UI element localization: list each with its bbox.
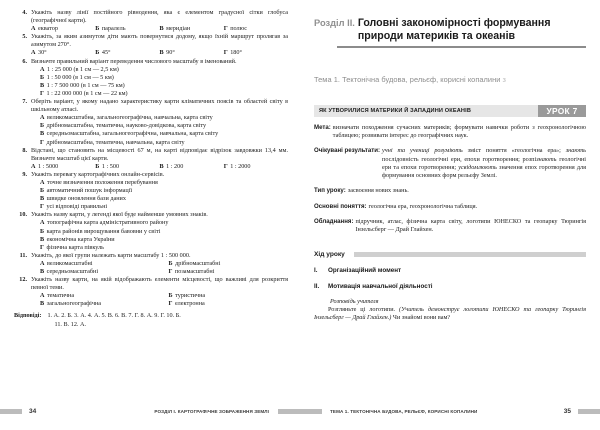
answer-option[interactable] <box>160 49 224 57</box>
option-group <box>31 179 288 211</box>
footer-bar-decoration <box>300 409 322 414</box>
option-text: карта районів вирощування бавовни у світі <box>46 227 161 235</box>
lesson-meta-text: геологічна ера, геохронологічна таблиця. <box>368 202 478 210</box>
option-group <box>31 292 288 308</box>
option-text: 1 : 22 000 000 (в 1 см — 22 км) <box>46 89 128 97</box>
lesson-step <box>314 283 586 290</box>
option-text: дрібномасштабні <box>175 259 221 267</box>
option-group <box>31 219 288 251</box>
lesson-meta-label: Обладнання: <box>314 217 354 225</box>
option-group <box>31 66 288 98</box>
question-text: Оберіть варіант, у якому надано характеристику карти кліматичних поясів та областей світу в шкільному атласі. <box>31 98 288 114</box>
option-group <box>31 25 288 33</box>
lesson-meta-label: Тип уроку: <box>314 187 346 195</box>
question-item <box>14 211 288 251</box>
option-text: середньомасштабні <box>46 268 99 275</box>
question-body <box>31 98 288 147</box>
option-text: туристична <box>175 292 206 300</box>
narration-title: Розповідь учителя <box>330 298 379 306</box>
answer-option[interactable] <box>224 163 288 171</box>
lesson-header-bar <box>314 105 586 118</box>
question-text: Відстані, що становить на місцевості 67 м, на карті відповідає відрізок завдовжки 13,4 мм. Визначте масштаб цієї карти. <box>31 146 288 162</box>
question-text: Укажіть, до якої групи належать карти масштабу 1 : 500 000. <box>31 251 191 259</box>
option-letter: Г <box>223 49 228 57</box>
question-text: Укажіть назву карти, на якій відображають елементи місцевості, що важливі для розкриття певної теми. <box>31 276 288 292</box>
answer-option[interactable] <box>40 90 288 98</box>
lesson-meta-block <box>314 147 586 180</box>
lesson-meta-label: Мета: <box>314 124 331 132</box>
answer-option[interactable] <box>31 49 95 57</box>
question-body <box>31 252 288 276</box>
part-divider <box>337 46 586 47</box>
answers-line-2: 11. В. 12. А. <box>54 320 87 328</box>
answer-option[interactable] <box>40 139 288 147</box>
question-text: Визначте правильний варіант переведення числового масштабу в іменований. <box>31 57 237 65</box>
option-text: 180° <box>230 49 242 57</box>
option-text: 1 : 5000 <box>37 162 59 170</box>
lesson-step-title: Організаційний момент <box>328 267 402 275</box>
answer-option[interactable] <box>160 300 289 308</box>
option-text: великомасштабні <box>46 259 93 267</box>
option-text: 1 : 50 000 (в 1 см — 5 км) <box>46 73 114 81</box>
lesson-meta-label: Очікувані результати: <box>314 147 381 155</box>
question-item <box>14 33 288 57</box>
option-text: дрібномасштабна, тематична, навчальна, карта світу <box>46 138 185 146</box>
option-text: точне визначення положення перебування <box>46 178 158 186</box>
answers-key <box>14 312 288 329</box>
footer-bar-decoration-end <box>578 409 600 414</box>
question-text: Укажіть назву карти, у легенді якої буде найменше умовних знаків. <box>31 211 208 219</box>
answer-option[interactable] <box>40 82 288 90</box>
answer-option[interactable] <box>95 49 159 57</box>
answers-label: Відповіді: <box>14 312 42 320</box>
option-text: 1 : 200 <box>166 162 184 170</box>
question-item <box>14 171 288 211</box>
option-letter: В <box>40 235 45 243</box>
question-body <box>31 147 288 171</box>
question-body <box>31 171 288 211</box>
answer-option[interactable] <box>160 260 289 268</box>
option-letter: А <box>31 162 36 170</box>
answer-option[interactable] <box>40 130 288 138</box>
option-group <box>31 49 288 57</box>
option-text: великомасштабна, загальногеографічна, навчальна, карта світу <box>46 114 213 122</box>
footer-bar-decoration <box>0 409 22 414</box>
lesson-title: ЯК УТВОРИЛИСЯ МАТЕРИКИ Й ЗАПАДИНИ ОКЕАНІВ <box>314 105 538 118</box>
option-text: меридіан <box>166 25 191 33</box>
option-letter: А <box>40 259 45 267</box>
option-letter: В <box>159 162 164 170</box>
option-letter: Г <box>168 268 173 275</box>
answer-option[interactable] <box>40 236 288 244</box>
option-letter: Г <box>40 89 44 97</box>
question-body <box>31 276 288 308</box>
answer-option[interactable] <box>31 25 95 33</box>
lesson-step-title: Мотивація навчальної діяльності <box>328 283 433 291</box>
footer-bar-decoration-end <box>278 409 300 414</box>
option-letter: Г <box>223 25 228 33</box>
option-letter: Б <box>40 187 45 195</box>
lesson-meta-text: учні та учениці розуміють зміст поняття «геологічна ера»; знають послідовність геологічні ери, епохи горотворення; розпізнають геологічні ери та епохи горотворення; усвідомлюють значення епох горотворення для формування основних форм рельєфу Землі. <box>382 147 586 180</box>
option-group <box>31 114 288 146</box>
left-page-number: 34 <box>29 408 37 415</box>
option-letter: Б <box>168 292 173 300</box>
answer-option[interactable] <box>224 25 288 33</box>
option-letter: А <box>40 65 45 73</box>
theme-line <box>314 75 586 84</box>
answers-line-1: 1. А. 2. Б. 3. А. 4. А. 5. В. 6. В. 7. Г. 8. А. 9. Г. 10. Б. <box>47 312 181 320</box>
question-item <box>14 252 288 276</box>
option-letter: В <box>159 49 164 57</box>
option-letter: А <box>31 25 36 33</box>
question-item <box>14 147 288 171</box>
course-of-lesson-bar <box>354 252 586 258</box>
answer-option[interactable] <box>31 163 95 171</box>
question-number: 4. <box>22 9 27 16</box>
lesson-meta-block <box>314 218 586 234</box>
question-item <box>14 58 288 98</box>
lesson-meta-block <box>314 203 586 211</box>
left-running-title: РОЗДІЛ І. КАРТОГРАФІЧНЕ ЗОБРАЖЕННЯ ЗЕМЛІ <box>154 409 269 414</box>
option-letter: В <box>40 195 45 203</box>
right-page <box>300 0 600 430</box>
option-text: автоматичний пошук інформації <box>46 187 133 195</box>
course-of-lesson-label: Хід уроку <box>314 251 345 259</box>
option-letter: А <box>40 219 45 227</box>
lesson-steps <box>312 267 586 290</box>
option-letter: А <box>31 49 36 57</box>
option-letter: Г <box>223 162 228 170</box>
course-of-lesson-header <box>314 251 586 258</box>
right-page-number: 35 <box>563 408 571 415</box>
option-letter: Г <box>40 243 44 251</box>
question-list <box>14 9 288 308</box>
answer-option[interactable] <box>40 228 288 236</box>
option-text: 1 : 500 <box>101 162 120 170</box>
question-number: 12. <box>19 276 27 284</box>
lesson-meta-block <box>314 187 586 195</box>
option-text: фізична карта півкуль <box>46 243 104 251</box>
option-text: економічна карта України <box>46 235 115 243</box>
left-page-footer <box>0 407 300 416</box>
option-text: електронна <box>174 300 205 308</box>
option-text: 1 : 7 500 000 (в 1 см — 75 км) <box>46 81 125 89</box>
question-number: 10. <box>19 211 27 219</box>
option-letter: А <box>40 178 45 186</box>
option-letter: Б <box>95 49 100 57</box>
lesson-meta-text: визначати походження сучасних материків; формувати навички роботи з геохронологічною таблицею; розвивати інтерес до географічних наук. <box>332 124 586 140</box>
lesson-meta-blocks <box>312 124 586 234</box>
option-text: полюс <box>230 25 247 33</box>
option-text: екватор <box>37 25 58 33</box>
answer-option[interactable] <box>31 292 160 300</box>
answer-option[interactable] <box>40 187 288 195</box>
answers-body <box>47 312 288 329</box>
answer-option[interactable] <box>160 25 224 33</box>
question-body <box>31 58 288 98</box>
option-text: 30° <box>37 49 47 57</box>
answer-option[interactable] <box>160 268 289 276</box>
option-letter: Б <box>168 259 173 267</box>
option-letter: В <box>40 130 45 138</box>
theme-line-tail: з <box>502 74 506 84</box>
answer-option[interactable] <box>224 49 288 57</box>
question-text: Укажіть, за яким азимутом діти мають повернутися додому, якщо їхній маршрут пролягав за азимутом 270°. <box>31 33 288 49</box>
option-text: швидке оновлення бази даних <box>46 195 126 203</box>
option-text: паралель <box>101 25 126 33</box>
question-item <box>14 9 288 33</box>
option-letter: В <box>40 268 45 275</box>
option-letter: А <box>40 292 45 300</box>
part-title: Головні закономірності формування природи материків та океанів <box>357 17 551 42</box>
answer-option[interactable] <box>31 300 160 308</box>
answer-option[interactable] <box>40 203 288 211</box>
option-text: 1 : 2000 <box>230 162 251 170</box>
option-text: 1 : 25 000 (в 1 см — 2,5 км) <box>46 65 119 73</box>
question-number: 7. <box>22 98 27 106</box>
answer-option[interactable] <box>160 292 289 300</box>
lesson-step <box>314 267 586 274</box>
question-item <box>14 98 288 147</box>
option-text: топографічна карта адміністративного району <box>46 219 169 227</box>
theme-line-text: Тема 1. Тектонічна будова, рельєф, корисні копалини <box>314 74 501 84</box>
narration-body: Розгляньте ці логотипи. (Учитель демонструє логотипи ЮНЕСКО та геопарку Тюрингія Інзельсберг — Драй Глайхен.) Чи знайомі вони вам? <box>314 305 586 321</box>
question-number: 5. <box>22 33 27 41</box>
option-text: 45° <box>101 49 111 57</box>
option-letter: Г <box>168 300 173 308</box>
answer-option[interactable] <box>40 74 288 82</box>
answer-option[interactable] <box>31 268 160 276</box>
answer-option[interactable] <box>40 244 288 252</box>
option-group <box>31 260 288 276</box>
answer-option[interactable] <box>95 25 159 33</box>
answer-option[interactable] <box>40 219 288 227</box>
question-number: 6. <box>22 57 27 65</box>
question-number: 9. <box>22 170 27 178</box>
part-label: Розділ II. <box>314 17 355 28</box>
lesson-step-number: I. <box>314 267 318 275</box>
option-letter: Б <box>40 227 45 235</box>
option-letter: Г <box>40 138 44 146</box>
option-text: усі відповіді правильні <box>46 203 108 211</box>
option-letter: Б <box>95 162 100 170</box>
answer-option[interactable] <box>95 163 159 171</box>
part-heading <box>314 17 586 42</box>
question-body <box>31 211 288 251</box>
right-page-footer <box>300 407 600 416</box>
option-letter: В <box>159 25 164 33</box>
answer-option[interactable] <box>40 122 288 130</box>
question-body <box>31 9 288 33</box>
option-letter: Б <box>40 73 45 81</box>
answer-option[interactable] <box>40 195 288 203</box>
answer-option[interactable] <box>31 260 160 268</box>
option-letter: В <box>40 300 45 308</box>
option-letter: Б <box>40 122 45 130</box>
lesson-step-number: II. <box>314 283 320 291</box>
question-number: 8. <box>22 146 27 154</box>
answer-option[interactable] <box>160 163 224 171</box>
answer-option[interactable] <box>40 179 288 187</box>
answer-option[interactable] <box>40 114 288 122</box>
option-letter: В <box>40 81 45 89</box>
option-group <box>31 163 288 171</box>
option-letter: Б <box>95 25 100 33</box>
question-body <box>31 33 288 57</box>
option-text: тематична <box>46 292 75 300</box>
option-text: позамасштабні <box>174 268 215 275</box>
lesson-meta-text: підручник, атлас, фізична карта світу, логотипи ЮНЕСКО та геопарку Тюрингія Інзельсберг — Драй Глайхен. <box>355 217 586 233</box>
question-text: Укажіть перевагу картографічних онлайн-сервісів. <box>31 170 165 178</box>
option-text: середньомасштабна, загальногеографічна, навчальна, карта світу <box>46 130 219 138</box>
option-text: 90° <box>166 49 175 57</box>
question-number: 11. <box>19 251 27 259</box>
lesson-number-badge: УРОК 7 <box>538 105 586 118</box>
lesson-meta-label: Основні поняття: <box>314 202 367 210</box>
answer-option[interactable] <box>40 66 288 74</box>
option-letter: А <box>40 114 45 122</box>
option-text: дрібномасштабна, тематична, науково-довідкова, карта світу <box>46 122 207 130</box>
question-item <box>14 276 288 308</box>
lesson-meta-text: засвоєння нових знань. <box>347 187 409 195</box>
lesson-meta-block <box>314 124 586 140</box>
right-running-title: ТЕМА 1. ТЕКТОНІЧНА БУДОВА, РЕЛЬЄФ, КОРИСНІ КОПАЛИНИ <box>330 409 478 414</box>
option-text: загальногеографічна <box>46 300 102 308</box>
option-letter: Г <box>40 203 44 211</box>
question-text: Укажіть назву лінії постійного рівнодення, яка є елементом градусної сітки глобуса (географічної карти). <box>31 9 288 25</box>
